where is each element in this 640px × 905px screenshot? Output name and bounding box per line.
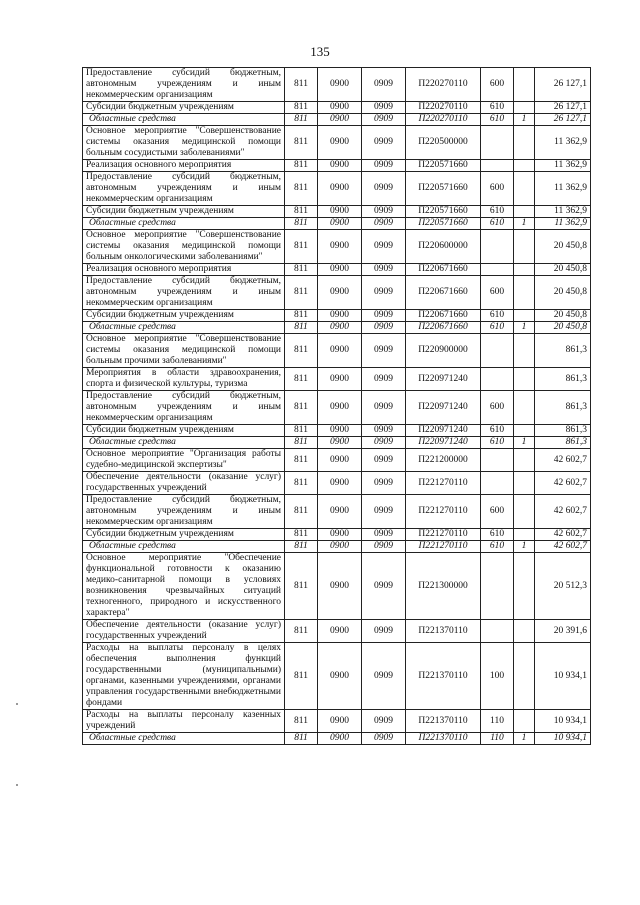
row-gr-cell: 811: [285, 368, 318, 391]
row-rz-cell: 0900: [318, 310, 362, 322]
row-cs-cell: П220571660: [406, 218, 481, 230]
row-vr-cell: [481, 472, 514, 495]
budget-table: [82, 67, 591, 745]
row-rz-cell: 0900: [318, 733, 362, 745]
row-sum-cell: 11 362,9: [535, 160, 591, 172]
row-cs-cell: П221300000: [406, 553, 481, 620]
row-cs-cell: П220571660: [406, 206, 481, 218]
row-rz-cell: 0900: [318, 276, 362, 310]
row-sum-cell: 42 602,7: [535, 495, 591, 529]
table-row: [83, 553, 591, 620]
row-cs-cell: П220600000: [406, 230, 481, 264]
row-name-cell: Реализация основного мероприятия: [83, 264, 285, 276]
row-source-cell: 1: [514, 437, 535, 449]
row-pr-cell: 0909: [362, 114, 406, 126]
row-pr-cell: 0909: [362, 472, 406, 495]
row-sum-cell: 10 934,1: [535, 710, 591, 733]
row-cs-cell: П220971240: [406, 437, 481, 449]
row-cs-cell: П220900000: [406, 334, 481, 368]
row-vr-cell: [481, 230, 514, 264]
row-pr-cell: 0909: [362, 620, 406, 643]
row-name-cell: Мероприятия в области здравоохранения, спорта и физической культуры, туризма: [83, 368, 285, 391]
row-pr-cell: 0909: [362, 449, 406, 472]
row-source-cell: 1: [514, 218, 535, 230]
row-name-cell: Областные средства: [83, 322, 285, 334]
table-row: [83, 495, 591, 529]
row-rz-cell: 0900: [318, 472, 362, 495]
table-row: [83, 206, 591, 218]
row-pr-cell: 0909: [362, 368, 406, 391]
row-sum-cell: 11 362,9: [535, 126, 591, 160]
row-cs-cell: П221270110: [406, 472, 481, 495]
row-gr-cell: 811: [285, 437, 318, 449]
row-vr-cell: 600: [481, 276, 514, 310]
row-name-cell: Обеспечение деятельности (оказание услуг) государственных учреждений: [83, 620, 285, 643]
row-vr-cell: [481, 126, 514, 160]
row-vr-cell: 110: [481, 733, 514, 745]
row-cs-cell: П221370110: [406, 620, 481, 643]
table-row: [83, 264, 591, 276]
row-cs-cell: П220671660: [406, 276, 481, 310]
row-vr-cell: 610: [481, 425, 514, 437]
row-cs-cell: П220500000: [406, 126, 481, 160]
row-sum-cell: 861,3: [535, 437, 591, 449]
row-rz-cell: 0900: [318, 264, 362, 276]
row-vr-cell: [481, 449, 514, 472]
row-source-cell: 1: [514, 541, 535, 553]
row-pr-cell: 0909: [362, 206, 406, 218]
row-source-cell: [514, 643, 535, 710]
row-pr-cell: 0909: [362, 126, 406, 160]
row-gr-cell: 811: [285, 218, 318, 230]
row-gr-cell: 811: [285, 276, 318, 310]
row-source-cell: 1: [514, 733, 535, 745]
row-rz-cell: 0900: [318, 334, 362, 368]
table-row: [83, 449, 591, 472]
row-gr-cell: 811: [285, 449, 318, 472]
row-cs-cell: П220671660: [406, 310, 481, 322]
row-name-cell: Основное мероприятие "Обеспечение функциональной готовности к оказанию медико-санитарной помощи в условиях возникновения чрезвычайных ситуаций техногенного, природного и искусственного характера": [83, 553, 285, 620]
row-gr-cell: 811: [285, 425, 318, 437]
row-cs-cell: П221270110: [406, 541, 481, 553]
row-sum-cell: 42 602,7: [535, 541, 591, 553]
table-row: [83, 541, 591, 553]
row-name-cell: Расходы на выплаты персоналу казенных учреждений: [83, 710, 285, 733]
row-source-cell: [514, 276, 535, 310]
table-row: [83, 114, 591, 126]
row-gr-cell: 811: [285, 620, 318, 643]
row-source-cell: [514, 449, 535, 472]
row-source-cell: [514, 529, 535, 541]
table-row: [83, 172, 591, 206]
row-pr-cell: 0909: [362, 710, 406, 733]
row-vr-cell: [481, 368, 514, 391]
row-name-cell: Субсидии бюджетным учреждениям: [83, 206, 285, 218]
row-vr-cell: 610: [481, 437, 514, 449]
row-cs-cell: П221270110: [406, 529, 481, 541]
row-gr-cell: 811: [285, 126, 318, 160]
row-name-cell: Субсидии бюджетным учреждениям: [83, 102, 285, 114]
page-number: 135: [310, 44, 330, 59]
row-name-cell: Областные средства: [83, 437, 285, 449]
row-gr-cell: 811: [285, 68, 318, 102]
table-row: [83, 710, 591, 733]
row-cs-cell: П221370110: [406, 643, 481, 710]
row-sum-cell: 20 450,8: [535, 322, 591, 334]
table-row: [83, 733, 591, 745]
row-pr-cell: 0909: [362, 172, 406, 206]
table-row: [83, 643, 591, 710]
row-gr-cell: 811: [285, 322, 318, 334]
row-gr-cell: 811: [285, 114, 318, 126]
row-name-cell: Предоставление субсидий бюджетным, автономным учреждениям и иным некоммерческим организациям: [83, 495, 285, 529]
row-pr-cell: 0909: [362, 643, 406, 710]
row-name-cell: Реализация основного мероприятия: [83, 160, 285, 172]
row-sum-cell: 20 450,8: [535, 276, 591, 310]
row-cs-cell: П220971240: [406, 391, 481, 425]
row-rz-cell: 0900: [318, 114, 362, 126]
row-sum-cell: 861,3: [535, 368, 591, 391]
row-rz-cell: 0900: [318, 425, 362, 437]
row-sum-cell: 20 450,8: [535, 264, 591, 276]
row-source-cell: 1: [514, 322, 535, 334]
margin-mark: [16, 784, 18, 786]
row-sum-cell: 26 127,1: [535, 102, 591, 114]
table-row: [83, 276, 591, 310]
row-rz-cell: 0900: [318, 529, 362, 541]
row-pr-cell: 0909: [362, 218, 406, 230]
row-pr-cell: 0909: [362, 160, 406, 172]
row-cs-cell: П220270110: [406, 114, 481, 126]
row-cs-cell: П221370110: [406, 733, 481, 745]
row-cs-cell: П221270110: [406, 495, 481, 529]
table-row: [83, 620, 591, 643]
margin-mark: [16, 703, 18, 705]
row-rz-cell: 0900: [318, 172, 362, 206]
row-rz-cell: 0900: [318, 495, 362, 529]
row-sum-cell: 26 127,1: [535, 114, 591, 126]
row-pr-cell: 0909: [362, 437, 406, 449]
row-pr-cell: 0909: [362, 102, 406, 114]
table-body: [83, 68, 591, 745]
row-gr-cell: 811: [285, 529, 318, 541]
row-sum-cell: 861,3: [535, 391, 591, 425]
row-name-cell: Предоставление субсидий бюджетным, автономным учреждениям и иным некоммерческим организациям: [83, 391, 285, 425]
row-sum-cell: 42 602,7: [535, 449, 591, 472]
row-name-cell: Субсидии бюджетным учреждениям: [83, 529, 285, 541]
row-gr-cell: 811: [285, 495, 318, 529]
row-vr-cell: [481, 620, 514, 643]
row-source-cell: [514, 553, 535, 620]
row-vr-cell: [481, 160, 514, 172]
row-pr-cell: 0909: [362, 391, 406, 425]
row-vr-cell: 610: [481, 218, 514, 230]
row-gr-cell: 811: [285, 334, 318, 368]
row-rz-cell: 0900: [318, 391, 362, 425]
row-pr-cell: 0909: [362, 334, 406, 368]
row-sum-cell: 20 450,8: [535, 230, 591, 264]
row-pr-cell: 0909: [362, 733, 406, 745]
row-sum-cell: 861,3: [535, 425, 591, 437]
row-vr-cell: [481, 264, 514, 276]
row-gr-cell: 811: [285, 710, 318, 733]
row-source-cell: [514, 230, 535, 264]
table-row: [83, 437, 591, 449]
row-gr-cell: 811: [285, 230, 318, 264]
row-source-cell: [514, 206, 535, 218]
row-vr-cell: [481, 334, 514, 368]
row-name-cell: Областные средства: [83, 114, 285, 126]
row-name-cell: Областные средства: [83, 733, 285, 745]
row-sum-cell: 11 362,9: [535, 218, 591, 230]
row-gr-cell: 811: [285, 206, 318, 218]
row-vr-cell: [481, 553, 514, 620]
row-cs-cell: П220571660: [406, 160, 481, 172]
row-vr-cell: 110: [481, 710, 514, 733]
row-vr-cell: 600: [481, 495, 514, 529]
row-pr-cell: 0909: [362, 68, 406, 102]
row-sum-cell: 42 602,7: [535, 529, 591, 541]
row-name-cell: Основное мероприятие "Организация работы судебно-медицинской экспертизы": [83, 449, 285, 472]
row-sum-cell: 861,3: [535, 334, 591, 368]
row-vr-cell: 610: [481, 541, 514, 553]
row-sum-cell: 10 934,1: [535, 733, 591, 745]
row-cs-cell: П220270110: [406, 102, 481, 114]
row-cs-cell: П220971240: [406, 425, 481, 437]
row-rz-cell: 0900: [318, 230, 362, 264]
row-pr-cell: 0909: [362, 529, 406, 541]
row-sum-cell: 26 127,1: [535, 68, 591, 102]
row-gr-cell: 811: [285, 553, 318, 620]
row-cs-cell: П220270110: [406, 68, 481, 102]
table-row: [83, 334, 591, 368]
row-pr-cell: 0909: [362, 541, 406, 553]
row-source-cell: [514, 68, 535, 102]
row-vr-cell: 610: [481, 529, 514, 541]
row-source-cell: [514, 102, 535, 114]
row-vr-cell: 610: [481, 322, 514, 334]
row-source-cell: [514, 310, 535, 322]
row-sum-cell: 11 362,9: [535, 172, 591, 206]
row-source-cell: [514, 334, 535, 368]
row-source-cell: [514, 160, 535, 172]
row-source-cell: 1: [514, 114, 535, 126]
row-gr-cell: 811: [285, 160, 318, 172]
row-gr-cell: 811: [285, 310, 318, 322]
table-row: [83, 368, 591, 391]
row-source-cell: [514, 172, 535, 206]
table-row: [83, 472, 591, 495]
table-row: [83, 126, 591, 160]
row-pr-cell: 0909: [362, 310, 406, 322]
row-cs-cell: П221200000: [406, 449, 481, 472]
row-vr-cell: 600: [481, 391, 514, 425]
row-name-cell: Областные средства: [83, 541, 285, 553]
row-rz-cell: 0900: [318, 553, 362, 620]
row-gr-cell: 811: [285, 733, 318, 745]
row-gr-cell: 811: [285, 541, 318, 553]
row-name-cell: Основное мероприятие "Совершенствование системы оказания медицинской помощи больным сосудистыми заболеваниями": [83, 126, 285, 160]
row-name-cell: Областные средства: [83, 218, 285, 230]
row-name-cell: Предоставление субсидий бюджетным, автономным учреждениям и иным некоммерческим организациям: [83, 276, 285, 310]
row-cs-cell: П220971240: [406, 368, 481, 391]
row-rz-cell: 0900: [318, 206, 362, 218]
row-name-cell: Расходы на выплаты персоналу в целях обеспечения выполнения функций государственными (муниципальными) органами, казенными учреждениями, органами управления государственными внебюджетными фондами: [83, 643, 285, 710]
row-name-cell: Основное мероприятие "Совершенствование системы оказания медицинской помощи больным онкологическими заболеваниями": [83, 230, 285, 264]
row-source-cell: [514, 126, 535, 160]
table-row: [83, 310, 591, 322]
row-cs-cell: П220671660: [406, 264, 481, 276]
row-cs-cell: П220671660: [406, 322, 481, 334]
row-pr-cell: 0909: [362, 322, 406, 334]
row-pr-cell: 0909: [362, 230, 406, 264]
table-row: [83, 425, 591, 437]
row-rz-cell: 0900: [318, 541, 362, 553]
row-sum-cell: 20 450,8: [535, 310, 591, 322]
row-sum-cell: 11 362,9: [535, 206, 591, 218]
row-pr-cell: 0909: [362, 276, 406, 310]
row-name-cell: Предоставление субсидий бюджетным, автономным учреждениям и иным некоммерческим организациям: [83, 68, 285, 102]
row-source-cell: [514, 620, 535, 643]
row-rz-cell: 0900: [318, 322, 362, 334]
row-source-cell: [514, 710, 535, 733]
row-cs-cell: П220571660: [406, 172, 481, 206]
row-source-cell: [514, 495, 535, 529]
row-rz-cell: 0900: [318, 102, 362, 114]
row-rz-cell: 0900: [318, 449, 362, 472]
row-name-cell: Основное мероприятие "Совершенствование системы оказания медицинской помощи больным прочими заболеваниями": [83, 334, 285, 368]
row-vr-cell: 610: [481, 206, 514, 218]
row-vr-cell: 100: [481, 643, 514, 710]
row-source-cell: [514, 391, 535, 425]
row-rz-cell: 0900: [318, 437, 362, 449]
table-row: [83, 529, 591, 541]
table-row: [83, 230, 591, 264]
row-source-cell: [514, 368, 535, 391]
table-row: [83, 391, 591, 425]
table-row: [83, 160, 591, 172]
row-sum-cell: 20 512,3: [535, 553, 591, 620]
row-rz-cell: 0900: [318, 643, 362, 710]
row-gr-cell: 811: [285, 643, 318, 710]
row-pr-cell: 0909: [362, 495, 406, 529]
table-row: [83, 322, 591, 334]
row-rz-cell: 0900: [318, 160, 362, 172]
row-cs-cell: П221370110: [406, 710, 481, 733]
table-row: [83, 218, 591, 230]
row-vr-cell: 610: [481, 114, 514, 126]
row-name-cell: Субсидии бюджетным учреждениям: [83, 425, 285, 437]
row-name-cell: Субсидии бюджетным учреждениям: [83, 310, 285, 322]
row-rz-cell: 0900: [318, 620, 362, 643]
row-gr-cell: 811: [285, 102, 318, 114]
row-name-cell: Обеспечение деятельности (оказание услуг) государственных учреждений: [83, 472, 285, 495]
row-gr-cell: 811: [285, 264, 318, 276]
row-pr-cell: 0909: [362, 264, 406, 276]
row-gr-cell: 811: [285, 172, 318, 206]
row-vr-cell: 600: [481, 68, 514, 102]
row-rz-cell: 0900: [318, 126, 362, 160]
row-sum-cell: 42 602,7: [535, 472, 591, 495]
row-gr-cell: 811: [285, 391, 318, 425]
row-source-cell: [514, 472, 535, 495]
row-rz-cell: 0900: [318, 68, 362, 102]
row-vr-cell: 610: [481, 102, 514, 114]
row-vr-cell: 610: [481, 310, 514, 322]
row-gr-cell: 811: [285, 472, 318, 495]
row-name-cell: Предоставление субсидий бюджетным, автономным учреждениям и иным некоммерческим организациям: [83, 172, 285, 206]
row-vr-cell: 600: [481, 172, 514, 206]
row-rz-cell: 0900: [318, 218, 362, 230]
table-row: [83, 102, 591, 114]
row-source-cell: [514, 264, 535, 276]
row-rz-cell: 0900: [318, 368, 362, 391]
row-rz-cell: 0900: [318, 710, 362, 733]
table-row: [83, 68, 591, 102]
row-pr-cell: 0909: [362, 553, 406, 620]
row-source-cell: [514, 425, 535, 437]
row-sum-cell: 10 934,1: [535, 643, 591, 710]
row-sum-cell: 20 391,6: [535, 620, 591, 643]
row-pr-cell: 0909: [362, 425, 406, 437]
